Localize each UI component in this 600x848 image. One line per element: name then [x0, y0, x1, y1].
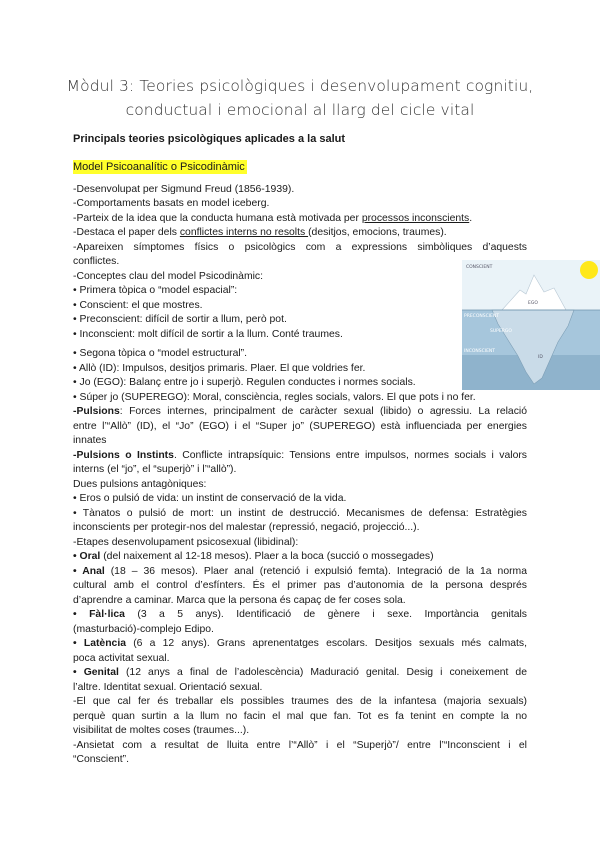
text-span: . Conflicte intrapsíquic: Tensions entre impulsos, normes socials i valors: [173, 449, 527, 461]
text-line: -Comportaments basats en model iceberg.: [73, 198, 270, 209]
text-line: [73, 565, 527, 580]
title-line-2: conductual i emocional al llarg del cicle vital: [125, 101, 475, 119]
bold-term: • Fàl·lica: [73, 609, 138, 620]
bold-term: • Oral: [73, 551, 104, 562]
text-line: interns (el “jo”, el “superjò” i l’“allò”).: [73, 464, 237, 475]
title-line-1: Mòdul 3: Teories psicològiques i desenvolupament cognitiu,: [66, 77, 534, 95]
text-span: : Forces internes, principalment de caràcter sexual (libido) o agressiu. La relació: [119, 406, 527, 417]
text-span: .: [469, 212, 473, 224]
text-line: -Desenvolupat per Sigmund Freud (1856-1939).: [73, 183, 295, 195]
bold-term: -Pulsions: [73, 406, 120, 417]
underlined-term: processos inconscients: [361, 212, 470, 224]
text-span: (6 a 12 anys). Grans aprenentatges escolars. Desitjos sexuals més calmats,: [133, 638, 527, 649]
text-line: [73, 608, 527, 623]
text-span: -Destaca el paper dels: [73, 227, 180, 238]
text-line: -Ansietat com a resultat de lluita entre l’“Allò” i el “Superjò”/ entre l’“Inconscient i el: [73, 739, 527, 751]
text-line: [73, 405, 527, 420]
text-line: -Apareixen símptomes físics o psicològics com a expressions simbòliques d’aquests: [73, 241, 527, 253]
text-line: [73, 449, 527, 464]
label-inconscient: INCONSCIENT: [464, 349, 496, 354]
text-line: • Eros o pulsió de vida: un instint de conservació de la vida.: [73, 493, 347, 504]
bold-term: • Genital: [73, 667, 126, 678]
label-superego: SUPERGO: [490, 329, 512, 334]
text-line: -El que cal fer és treballar els possibles traumes des de la infantesa (majoria sexuals): [73, 696, 527, 707]
text-line: inconscients per protegir-nos del malestar (repressió, negació, projecció...).: [73, 522, 420, 533]
text-line: • Primera tòpica o “model espacial”:: [73, 285, 238, 296]
text-line: l’altre. Identitat sexual. Orientació sexual.: [73, 681, 263, 693]
sun-icon: [580, 261, 598, 279]
text-line: visibilitat de moltes coses (traumes...).: [73, 725, 250, 736]
text-line: • Súper jo (SUPEREGO): Moral, consciència, regles socials, valors. El que pots i no fer.: [73, 391, 476, 403]
text-line: poca activitat sexual.: [73, 652, 170, 664]
document-body: [73, 132, 527, 768]
text-line: • Segona tòpica o “model estructural”.: [73, 348, 248, 359]
bold-term: • Anal: [73, 565, 111, 577]
text-line: innates: [73, 435, 107, 446]
bold-term: • Latència: [73, 638, 134, 649]
text-line: conflictes.: [73, 256, 120, 267]
text-line: (masturbació)-complejo Edipo.: [73, 623, 214, 635]
text-line: [73, 550, 527, 565]
iceberg-illustration: [462, 260, 600, 390]
underlined-term: conflictes interns no resolts: [179, 227, 309, 238]
text-line: “Conscient”.: [73, 754, 130, 765]
text-line: entre l’“Allò” (ID), el “Jo” (EGO) i el “Super jo” (SUPEREGO) està influenciada per energies: [73, 420, 527, 432]
bold-term: -Pulsions o Instints: [73, 449, 174, 461]
text-line: perquè quan surtin a la llum no facin el mal que fan. Tot es fa tenint en compte la no: [73, 710, 527, 722]
text-span: (del naixement al 12-18 mesos). Plaer a la boca (succió o mossegades): [103, 551, 434, 562]
text-line: [73, 212, 527, 227]
text-line: [73, 637, 527, 652]
text-line: • Tànatos o pulsió de mort: un instint de destrucció. Mecanismes de defensa: Estratègies: [73, 507, 527, 519]
text-line: [73, 666, 527, 681]
text-line: • Inconscient: molt difícil de sortir a la llum. Conté traumes.: [73, 328, 343, 340]
document-title: [60, 74, 540, 122]
text-span: -Parteix de la idea que la conducta humana està motivada per: [73, 212, 362, 224]
text-line: -Conceptes clau del model Psicodinàmic:: [73, 270, 264, 282]
text-line: Dues pulsions antagòniques:: [73, 478, 207, 490]
text-span: (desitjos, emocions, traumes).: [308, 227, 447, 238]
text-span: (12 anys a final de l’adolescència) Maduració genital. Desig i coneixement de: [125, 667, 527, 678]
text-line: • Conscient: el que mostres.: [73, 299, 203, 311]
label-id: ID: [538, 355, 543, 360]
label-preconscient: PRECONSCIENT: [464, 314, 500, 319]
text-line: • Jo (EGO): Balanç entre jo i superjò. Regulen conductes i normes socials.: [73, 377, 416, 388]
label-ego: EGO: [528, 301, 538, 306]
text-span: (3 a 5 anys). Identificació de gènere i sexe. Importància genitals: [137, 609, 527, 620]
label-conscient: CONSCIENT: [466, 265, 493, 270]
text-line: [73, 226, 527, 241]
model-label-line: [73, 160, 527, 175]
text-line: -Etapes desenvolupament psicosexual (libidinal):: [73, 536, 299, 548]
model-label-highlight: Model Psicoanalític o Psicodinàmic: [73, 161, 245, 173]
text-line: • Allò (ID): Impulsos, desitjos primaris. Plaer. El que voldries fer.: [73, 362, 366, 374]
section-heading: Principals teories psicològiques aplicades a la salut: [73, 133, 346, 145]
text-line: • Preconscient: difícil de sortir a llum, però pot.: [73, 314, 287, 325]
text-line: d’aprendre a caminar. Marca que la persona és capaç de fer coses sola.: [73, 594, 406, 606]
text-span: (18 – 36 mesos). Plaer anal (retenció i expulsió femta). Integració de la 1a norma: [110, 565, 527, 577]
text-line: cultural amb el control d’esfínters. És el primer pas d’autonomia de la persona després: [73, 580, 527, 591]
